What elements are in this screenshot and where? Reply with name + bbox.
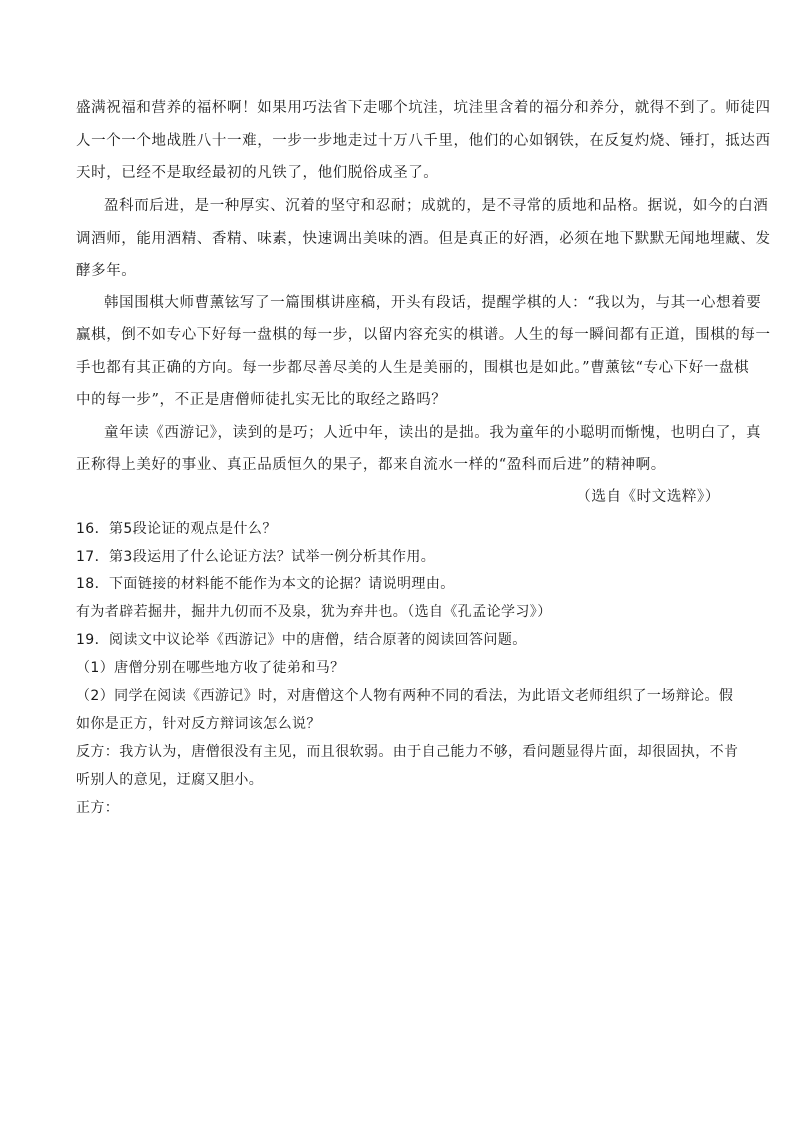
essay-paragraph-3-line-3: 手也都有其正确的方向。每一步都尽善尽美的人生是美丽的，围棋也是如此。”曹薰铉“专心下好一盘棋 xyxy=(76,360,750,376)
essay-paragraph-1-line-3: 天时，已经不是取经最初的凡铁了，他们脱俗成圣了。 xyxy=(76,165,439,181)
essay-paragraph-2-line-2: 调酒师，能用酒精、香精、味素，快速调出美味的酒。但是真正的好酒，必须在地下默默无闻地埋藏、发 xyxy=(76,231,771,247)
question-19-part-1: （1）唐僧分别在哪些地方收了徒弟和马？ xyxy=(76,660,345,676)
proponent-label: 正方： xyxy=(76,800,120,816)
essay-paragraph-1-line-2: 人一个一个地战胜八十一难，一步一步地走过十万八千里，他们的心如钢铁，在反复灼烧、锤打，抵达西 xyxy=(76,133,771,149)
question-17: 17．第3段运用了什么论证方法？试举一例分析其作用。 xyxy=(76,549,436,565)
opponent-argument-line-2: 听别人的意见，迂腐又胆小。 xyxy=(76,772,264,788)
essay-paragraph-1-line-1: 盛满祝福和营养的福杯啊！如果用巧法省下走哪个坑洼，坑洼里含着的福分和养分，就得不到了。师徒四 xyxy=(76,100,771,116)
essay-paragraph-2-line-3: 酵多年。 xyxy=(76,263,137,279)
essay-paragraph-3-line-1: 韩国围棋大师曹薰铉写了一篇围棋讲座稿，开头有段话，提醒学棋的人：“我以为，与其一心想着要 xyxy=(104,295,762,311)
opponent-argument-line-1: 反方：我方认为，唐僧很没有主见，而且很软弱。由于自己能力不够，看问题显得片面，却很固执，不肯 xyxy=(76,744,739,760)
essay-paragraph-2-line-1: 盈科而后进，是一种厚实、沉着的坚守和忍耐；成就的，是不寻常的质地和品格。据说，如今的白酒 xyxy=(104,198,769,214)
question-16: 16．第5段论证的观点是什么？ xyxy=(76,521,277,537)
essay-paragraph-3-line-2: 赢棋，倒不如专心下好每一盘棋的每一步，以留内容充实的棋谱。人生的每一瞬间都有正道，围棋的每一 xyxy=(76,327,771,343)
essay-paragraph-4-line-1: 童年读《西游记》，读到的是巧；人近中年，读出的是拙。我为童年的小聪明而惭愧，也明白了，真 xyxy=(104,425,762,441)
essay-source: （选自《时文选粹》） xyxy=(576,489,720,505)
question-19: 19．阅读文中议论举《西游记》中的唐僧，结合原著的阅读回答问题。 xyxy=(76,632,527,648)
essay-paragraph-4-line-2: 正称得上美好的事业、真正品质恒久的果子，都来自流水一样的“盈科而后进”的精神啊。 xyxy=(76,457,666,473)
question-18: 18．下面链接的材料能不能作为本文的论据？请说明理由。 xyxy=(76,576,455,592)
question-19-part-2-line-1: （2）同学在阅读《西游记》时，对唐僧这个人物有两种不同的看法，为此语文老师组织了一场辩论。假 xyxy=(76,688,734,704)
question-19-part-2-line-2: 如你是正方，针对反方辩词该怎么说？ xyxy=(76,716,321,732)
question-18-material: 有为者辟若掘井，掘井九仞而不及泉，犹为弃井也。（选自《孔孟论学习》） xyxy=(76,604,552,620)
essay-paragraph-3-line-4: 中的每一步”，不正是唐僧师徒扎实无比的取经之路吗？ xyxy=(76,392,447,408)
